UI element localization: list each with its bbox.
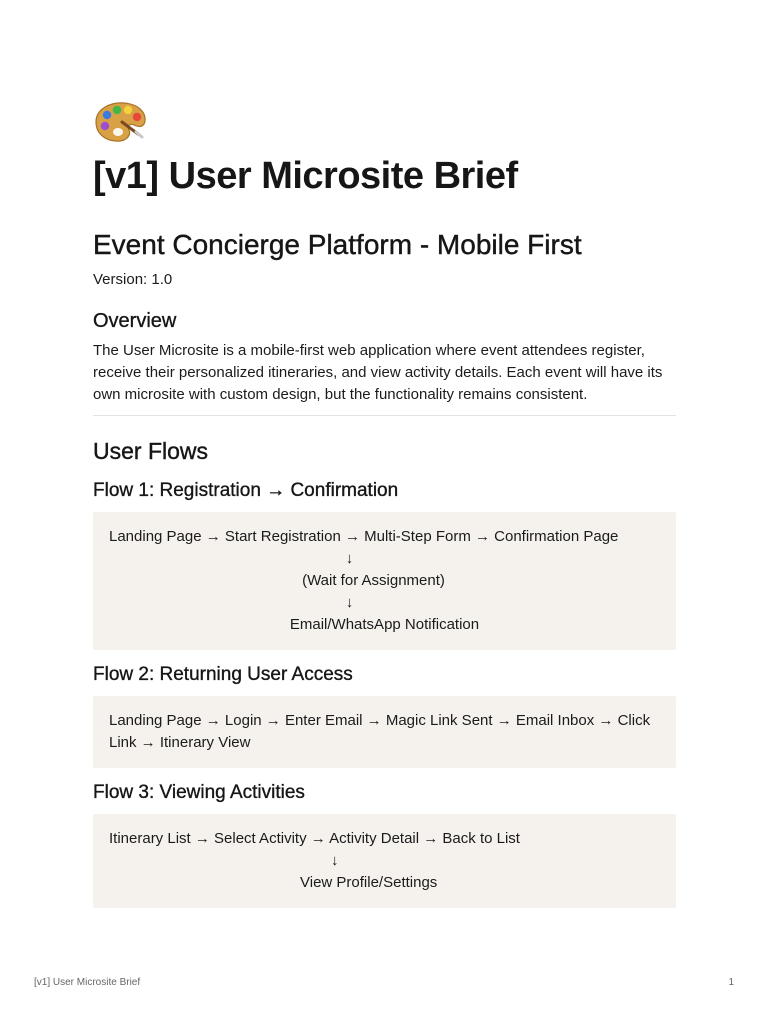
- section-divider: [93, 415, 676, 416]
- flow1-line: (Wait for Assignment): [302, 572, 445, 589]
- flow3-heading: Flow 3: Viewing Activities: [93, 782, 305, 803]
- footer-title: [v1] User Microsite Brief: [34, 977, 141, 988]
- overview-text: The User Microsite is a mobile-first web application where event attendees register, receive their personalized itineraries, and view activity details. Each event will have its own microsite with custom design, but the functionality remains consistent.: [93, 342, 663, 403]
- flow1-heading: Flow 1: Registration → Confirmation: [93, 480, 399, 501]
- flow1-line: Landing Page → Start Registration → Multi-Step Form → Confirmation Page: [109, 528, 619, 545]
- user-flows-heading: User Flows: [93, 438, 209, 464]
- flow2-heading: Flow 2: Returning User Access: [93, 664, 353, 685]
- footer-page-number: 1: [728, 977, 734, 988]
- flow3-line: View Profile/Settings: [300, 874, 438, 891]
- document-subtitle: Event Concierge Platform - Mobile First: [93, 229, 582, 260]
- flow2-line: Landing Page → Login → Enter Email → Magic Link Sent → Email Inbox → Click Link → Itinerary View: [109, 712, 651, 751]
- flow3-line: Itinerary List → Select Activity → Activity Detail → Back to List: [109, 830, 520, 847]
- flow1-arrow: ↓: [345, 594, 354, 611]
- version-label: Version: 1.0: [93, 271, 173, 288]
- flow2-code-block: [93, 696, 676, 768]
- flow1-arrow: ↓: [345, 550, 354, 567]
- flow1-line: Email/WhatsApp Notification: [289, 616, 480, 633]
- flow3-arrow: ↓: [331, 852, 339, 869]
- flow3-code-block: [93, 814, 676, 908]
- overview-heading: Overview: [93, 310, 177, 332]
- page-title: [v1] User Microsite Brief: [93, 155, 518, 197]
- document-page: [93, 100, 676, 908]
- flow1-code-block: [93, 512, 676, 650]
- artist-palette-icon: [92, 100, 148, 144]
